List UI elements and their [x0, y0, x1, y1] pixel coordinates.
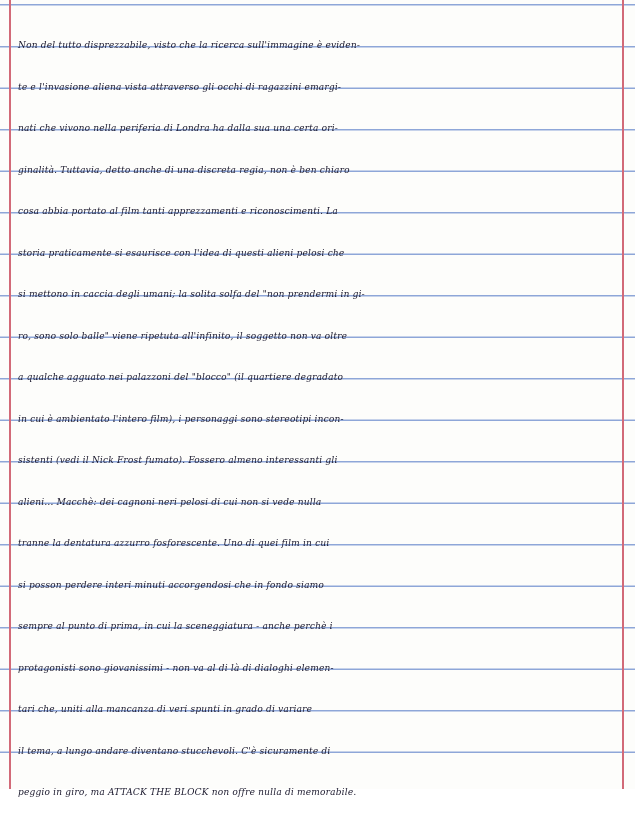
- handwritten-review: [18, 34, 618, 823]
- text-line: protagonisti sono giovanissimi - non va al di là di dialoghi elemen-: [18, 663, 334, 674]
- left-margin-line: [9, 0, 11, 789]
- text-line: a qualche agguato nei palazzoni del "blocco" (il quartiere degradato: [18, 373, 344, 383]
- right-margin-line: [622, 0, 624, 789]
- text-line: il tema, a lungo andare diventano stucchevoli. C'è sicuramente di: [18, 746, 331, 757]
- text-line: ro, sono solo balle" viene ripetuta all'infinito, il soggetto non va oltre: [18, 331, 348, 342]
- text-line: cosa abbia portato al film tanti apprezzamenti e riconoscimenti. La: [18, 207, 338, 217]
- text-line: tari che, uniti alla mancanza di veri spunti in grado di variare: [18, 705, 313, 715]
- text-line: tranne la dentatura azzurro fosforescente. Uno di quei film in cui: [18, 539, 330, 549]
- text-line: alieni... Macchè: dei cagnoni neri pelosi di cui non si vede nulla: [18, 497, 322, 508]
- text-line: peggio in giro, ma ATTACK THE BLOCK non offre nulla di memorabile.: [18, 788, 357, 798]
- text-line: si mettono in caccia degli umani; la solita solfa del "non prendermi in gi-: [18, 290, 365, 300]
- text-line: te e l'invasione aliena vista attraverso gli occhi di ragazzini emargi-: [18, 82, 342, 93]
- text-line: nati che vivono nella periferia di Londra ha dalla sua una certa ori-: [18, 124, 339, 134]
- text-line: storia praticamente si esaurisce con l'idea di questi alieni pelosi che: [18, 248, 345, 259]
- text-line: si posson perdere interi minuti accorgendosi che in fondo siamo: [18, 580, 324, 591]
- text-line: sistenti (vedi il Nick Frost fumato). Fossero almeno interessanti gli: [18, 456, 338, 466]
- text-line: Non del tutto disprezzabile, visto che la ricerca sull'immagine è eviden-: [18, 41, 361, 51]
- text-line: in cui è ambientato l'intero film), i personaggi sono stereotipi incon-: [18, 414, 344, 425]
- text-line: ginalità. Tuttavia, detto anche di una discreta regia, non è ben chiaro: [18, 165, 350, 176]
- text-line: sempre al punto di prima, in cui la sceneggiatura - anche perchè i: [18, 622, 333, 632]
